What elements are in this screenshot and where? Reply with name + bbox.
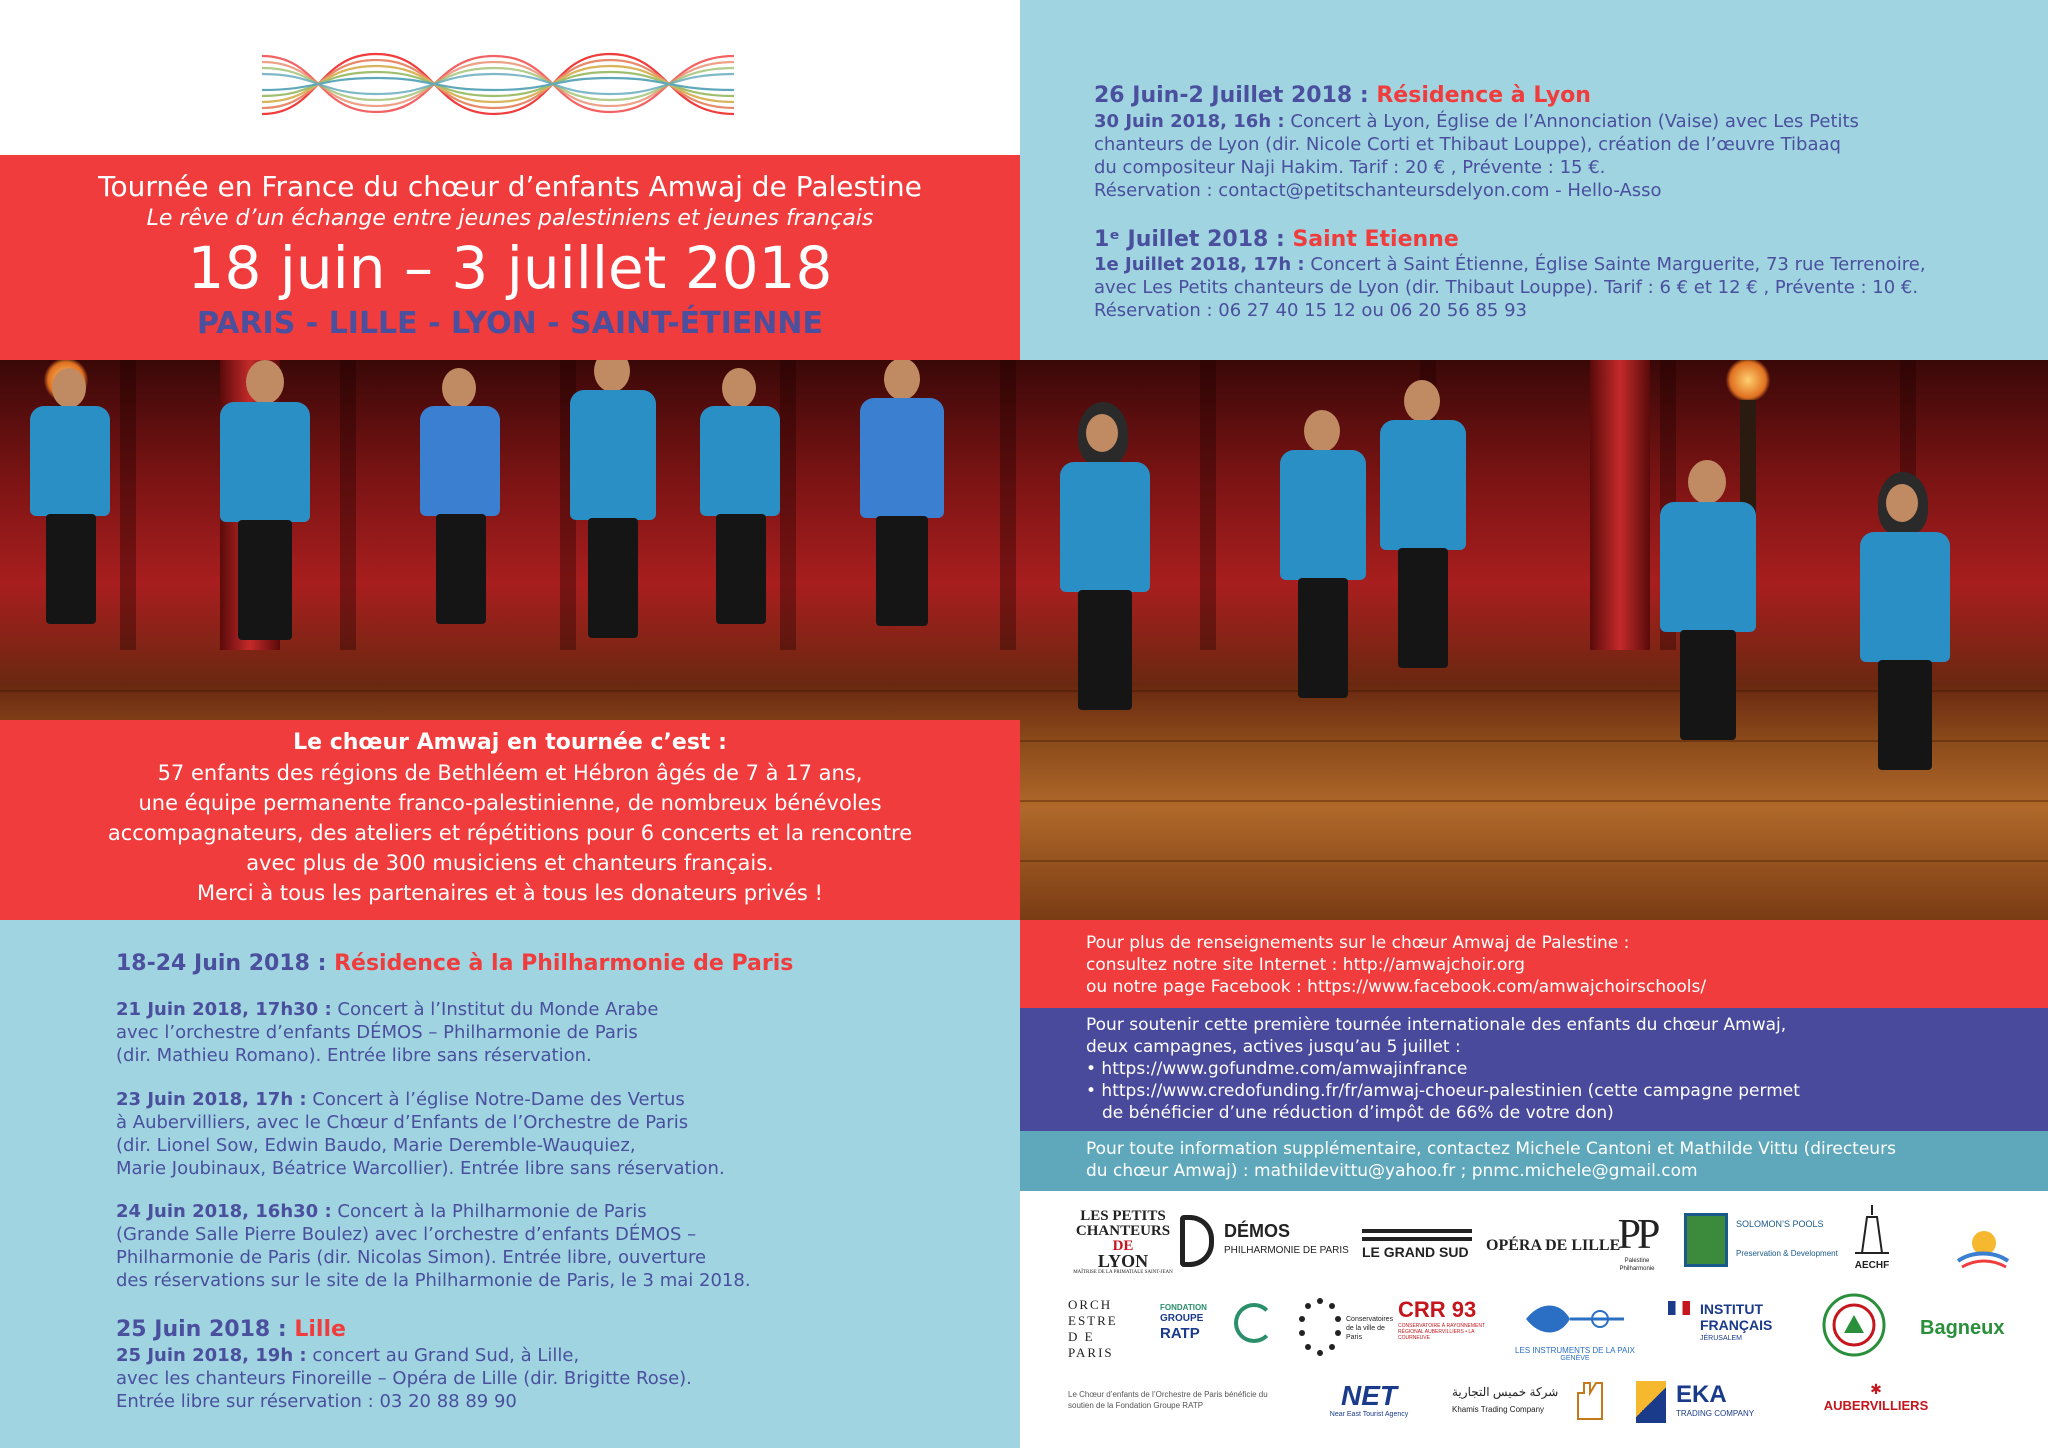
saint-etienne-heading — [1094, 226, 1459, 254]
le-grand-sud-logo: LE GRAND SUD — [1362, 1229, 1472, 1260]
lyon-section — [1020, 0, 2048, 360]
lyon-heading — [1094, 82, 1591, 110]
dots-ring-icon — [1298, 1297, 1342, 1357]
lille-details — [116, 1344, 996, 1413]
palestine-philharmonie-logo: PP Palestine Philharmonie — [1617, 1212, 1657, 1272]
gofundme-link[interactable]: • https://www.gofundme.com/amwajinfrance — [1086, 1059, 1468, 1079]
tour-summary — [0, 720, 1020, 920]
support-text — [1086, 1014, 2036, 1124]
info-line: Pour soutenir cette première tournée internationale des enfants du chœur Amwaj, — [1086, 1015, 1787, 1035]
paris-section — [0, 920, 1020, 1448]
more-info-box — [1020, 920, 2048, 1008]
aubervilliers-logo: ✱ AUBERVILLIERS — [1823, 1381, 1929, 1413]
saint-etienne-line: Concert à Saint Étienne, Église Sainte Marguerite, 73 rue Terrenoire, — [1310, 254, 1926, 275]
petits-chanteurs-logo: LES PETITS CHANTEURS DE LYON MAÎTRISE DE LA PRIMATIALE SAINT-JEAN — [1073, 1208, 1173, 1275]
hero-cities: PARIS - LILLE - LYON - SAINT-ÉTIENNE — [197, 306, 823, 341]
sponsors-panel — [1020, 1191, 2048, 1448]
contact-text — [1086, 1138, 2036, 1182]
concert-line: avec l’orchestre d’enfants DÉMOS – Philharmonie de Paris — [116, 1022, 638, 1043]
conservatoires-paris-logo: Conservatoires de la ville de Paris — [1298, 1297, 1398, 1357]
sun-emblem-logo — [1954, 1221, 2014, 1271]
concert-line: des réservations sur le site de la Philharmonie de Paris, le 3 mai 2018. — [116, 1270, 751, 1291]
saint-etienne-concert-date: 1e Juillet 2018, 17h : — [1094, 254, 1305, 275]
paris-heading-date: 18-24 Juin 2018 : — [116, 951, 327, 976]
info-line: Pour toute information supplémentaire, contactez Michele Cantoni et Mathilde Vittu (directeurs — [1086, 1139, 1896, 1159]
lille-concert-date: 25 Juin 2018, 19h : — [116, 1345, 307, 1366]
info-line: Pour plus de renseignements sur le chœur Amwaj de Palestine : — [1086, 933, 1630, 953]
crr93-logo: CRR 93 CONSERVATOIRE À RAYONNEMENT RÉGIONAL AUBERVILLIERS • LA COURNEUVE — [1398, 1297, 1485, 1341]
lille-heading — [116, 1316, 346, 1344]
net-logo: NET Near East Tourist Agency — [1329, 1380, 1409, 1418]
hand-icon — [1572, 1379, 1610, 1423]
saint-etienne-line: Réservation : 06 27 40 15 12 ou 06 20 56 85 93 — [1094, 300, 1527, 321]
paris-concert — [116, 998, 996, 1067]
facebook-link[interactable]: ou notre page Facebook : https://www.facebook.com/amwajchoirschools/ — [1086, 977, 1707, 997]
paris-heading-place: Résidence à la Philharmonie de Paris — [334, 951, 794, 976]
paris-concert — [116, 1200, 996, 1292]
concert-line: (Grande Salle Pierre Boulez) avec l’orchestre d’enfants DÉMOS – — [116, 1224, 697, 1245]
hero-dates: 18 juin – 3 juillet 2018 — [187, 234, 833, 302]
info-line: deux campagnes, actives jusqu’au 5 juillet : — [1086, 1037, 1461, 1057]
paris-heading — [116, 950, 793, 978]
hero-title: Tournée en France du chœur d’enfants Amwaj de Palestine — [98, 170, 922, 203]
tour-heading: Le chœur Amwaj en tournée c’est : — [293, 730, 727, 755]
sun-icon — [1954, 1221, 2012, 1269]
instruments-paix-logo: LES INSTRUMENTS DE LA PAIX GENÈVE — [1510, 1297, 1640, 1373]
saint-etienne-heading-place: Saint Etienne — [1292, 227, 1459, 252]
amwaj-logo — [258, 48, 738, 120]
tour-line: avec plus de 300 musiciens et chanteurs français. — [246, 851, 774, 875]
saint-etienne-heading-date: 1ᵉ Juillet 2018 : — [1094, 227, 1285, 252]
tour-line: une équipe permanente franco-palestinienne, de nombreux bénévoles — [138, 791, 882, 815]
concert-line: Philharmonie de Paris (dir. Nicolas Simon). Entrée libre, ouverture — [116, 1247, 707, 1268]
opera-lille-logo: OPÉRA DE LILLE — [1486, 1237, 1621, 1254]
concert-line: (dir. Mathieu Romano). Entrée libre sans réservation. — [116, 1045, 592, 1066]
concert-line: Concert à l’Institut du Monde Arabe — [337, 999, 659, 1020]
seal-icon — [1820, 1291, 1888, 1359]
institut-francais-logo: INSTITUT FRANÇAIS JÉRUSALEM — [1668, 1301, 1788, 1361]
ratp-support-note: Le Chœur d’enfants de l’Orchestre de Paris bénéficie du soutien de la Fondation Groupe RATP — [1068, 1390, 1268, 1410]
lyon-heading-date: 26 Juin-2 Juillet 2018 : — [1094, 83, 1369, 108]
france-palestine-logo — [1820, 1291, 1890, 1361]
eka-logo: EKA TRADING COMPANY — [1636, 1381, 1776, 1431]
concert-date: 23 Juin 2018, 17h : — [116, 1089, 307, 1110]
lyon-line: du compositeur Naji Hakim. Tarif : 20 € , Prévente : 15 €. — [1094, 157, 1606, 178]
tour-line: 57 enfants des régions de Bethléem et Hébron âgés de 7 à 17 ans, — [157, 761, 863, 785]
concert-date: 24 Juin 2018, 16h30 : — [116, 1201, 332, 1222]
lyon-concert-date: 30 Juin 2018, 16h : — [1094, 111, 1285, 132]
concert-line: à Aubervilliers, avec le Chœur d’Enfants de l’Orchestre de Paris — [116, 1112, 689, 1133]
paris-concert — [116, 1088, 996, 1180]
lille-line: avec les chanteurs Finoreille – Opéra de Lille (dir. Brigitte Rose). — [116, 1368, 692, 1389]
contact-emails[interactable]: du chœur Amwaj) : mathildevittu@yahoo.fr ; pnmc.michele@gmail.com — [1086, 1161, 1698, 1181]
fondation-ratp-logo: FONDATION GROUPE RATP — [1160, 1303, 1290, 1363]
concert-line: Concert à l’église Notre-Dame des Vertus — [312, 1089, 685, 1110]
concert-line: Concert à la Philharmonie de Paris — [337, 1201, 647, 1222]
saint-etienne-details — [1094, 253, 2044, 322]
saint-etienne-line: avec Les Petits chanteurs de Lyon (dir. Thibaut Louppe). Tarif : 6 € et 12 € , Prévente : 10 €. — [1094, 277, 1919, 298]
aechf-logo: AECHF — [1842, 1205, 1902, 1275]
support-box — [1020, 1008, 2048, 1131]
lille-line: Entrée libre sur réservation : 03 20 88 89 90 — [116, 1391, 517, 1412]
hero-subtitle: Le rêve d’un échange entre jeunes palestiniens et jeunes français — [146, 206, 874, 231]
lille-line: concert au Grand Sud, à Lille, — [312, 1345, 580, 1366]
demos-logo: DÉMOS PHILHARMONIE DE PARIS — [1180, 1215, 1380, 1275]
lyon-details — [1094, 110, 2034, 202]
concert-line: (dir. Lionel Sow, Edwin Baudo, Marie Deremble-Wauquiez, — [116, 1135, 636, 1156]
contact-box — [1020, 1131, 2048, 1191]
tour-line: accompagnateurs, des ateliers et répétitions pour 6 concerts et la rencontre — [107, 821, 913, 845]
lyon-line: chanteurs de Lyon (dir. Nicole Corti et Thibaut Louppe), création de l’œuvre Tibaaq — [1094, 134, 1841, 155]
concert-line: Marie Joubinaux, Béatrice Warcollier). Entrée libre sans réservation. — [116, 1158, 725, 1179]
logo-area — [0, 0, 1020, 155]
concert-date: 21 Juin 2018, 17h30 : — [116, 999, 332, 1020]
more-info-text — [1086, 932, 2036, 998]
hero-banner — [0, 155, 1020, 360]
credofunding-link[interactable]: • https://www.credofunding.fr/fr/amwaj-choeur-palestinien (cette campagne permet — [1086, 1081, 1800, 1101]
lille-heading-place: Lille — [294, 1317, 346, 1342]
solomons-pools-logo: SOLOMON’S POOLS Preservation & Development — [1684, 1213, 1844, 1269]
bagneux-logo: Bagneux — [1920, 1317, 2005, 1339]
violin-icon — [1520, 1297, 1630, 1341]
lille-heading-date: 25 Juin 2018 : — [116, 1317, 287, 1342]
tour-line: Merci à tous les partenaires et à tous les donateurs privés ! — [197, 881, 823, 905]
khamis-logo: شركة خميس التجارية Khamis Trading Company — [1452, 1379, 1612, 1429]
orchestre-de-paris-logo: ORCH ESTRE D E PARIS — [1068, 1297, 1118, 1360]
lyon-heading-place: Résidence à Lyon — [1376, 83, 1591, 108]
info-line: de bénéficier d’une réduction d’impôt de 66% de votre don) — [1102, 1103, 1614, 1123]
stage-pillar — [1590, 360, 1650, 650]
lyon-line: Réservation : contact@petitschanteursdelyon.com - Hello-Asso — [1094, 180, 1662, 201]
lyon-line: Concert à Lyon, Église de l’Annonciation (Vaise) avec Les Petits — [1290, 111, 1859, 132]
tower-icon — [1849, 1205, 1895, 1255]
tour-text — [0, 758, 1020, 908]
website-link[interactable]: consultez notre site Internet : http://amwajchoir.org — [1086, 955, 1525, 975]
